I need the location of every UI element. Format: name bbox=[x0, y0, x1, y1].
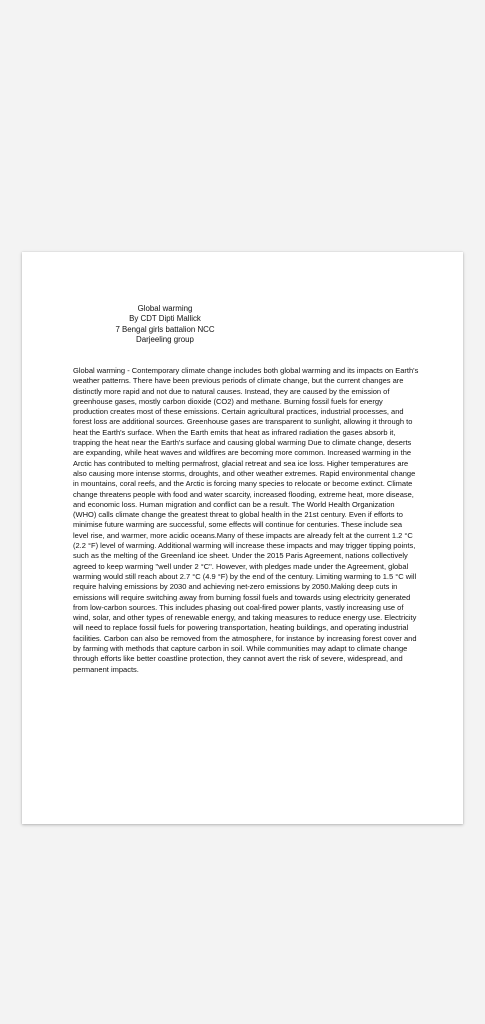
document-unit: 7 Bengal girls battalion NCC bbox=[115, 324, 215, 334]
document-body: Global warming - Contemporary climate change includes both global warming and its impacts on Earth's weather patterns. There have been previous periods of climate change, but the current changes are distinctly more rapid and not due to natural causes. Instead, they are caused by the emission of greenhouse gases, mostly carbon dioxide (CO2) and methane. Burning fossil fuels for energy production creates most of these emissions. Certain agricultural practices, industrial processes, and forest loss are additional sources. Greenhouse gases are transparent to sunlight, allowing it through to heat the Earth's surface. When the Earth emits that heat as infrared radiation the gases absorb it, trapping the heat near the Earth's surface and causing global warming Due to climate change, deserts are expanding, while heat waves and wildfires are becoming more common. Increased warming in the Arctic has contributed to melting permafrost, glacial retreat and sea ice loss. Higher temperatures are also causing more intense storms, droughts, and other weather extremes. Rapid environmental change in mountains, coral reefs, and the Arctic is forcing many species to relocate or become extinct. Climate change threatens people with food and water scarcity, increased flooding, extreme heat, more disease, and economic loss. Human migration and conflict can be a result. The World Health Organization (WHO) calls climate change the greatest threat to global health in the 21st century. Even if efforts to minimise future warming are successful, some effects will continue for centuries. These include sea level rise, and warmer, more acidic oceans.Many of these impacts are already felt at the current 1.2 °C (2.2 °F) level of warming. Additional warming will increase these impacts and may trigger tipping points, such as the melting of the Greenland ice sheet. Under the 2015 Paris Agreement, nations collectively agreed to keep warming "well under 2 °C". However, with pledges made under the Agreement, global warming would still reach about 2.7 °C (4.9 °F) by the end of the century. Limiting warming to 1.5 °C will require halving emissions by 2030 and achieving net-zero emissions by 2050.Making deep cuts in emissions will require switching away from burning fossil fuels and towards using electricity generated from low-carbon sources. This includes phasing out coal-fired power plants, vastly increasing use of wind, solar, and other types of renewable energy, and taking measures to reduce energy use. Electricity will need to replace fossil fuels for powering transportation, heating buildings, and operating industrial facilities. Carbon can also be removed from the atmosphere, for instance by increasing forest cover and by farming with methods that capture carbon in soil. While communities may adapt to climate change through efforts like better coastline protection, they cannot avert the risk of severe, widespread, and permanent impacts. bbox=[73, 366, 419, 674]
document-title: Global warming bbox=[137, 304, 193, 313]
document-page bbox=[22, 252, 463, 824]
document-group: Darjeeling group bbox=[136, 335, 194, 345]
document-header bbox=[22, 304, 308, 346]
document-author: By CDT Dipti Mallick bbox=[129, 314, 201, 324]
